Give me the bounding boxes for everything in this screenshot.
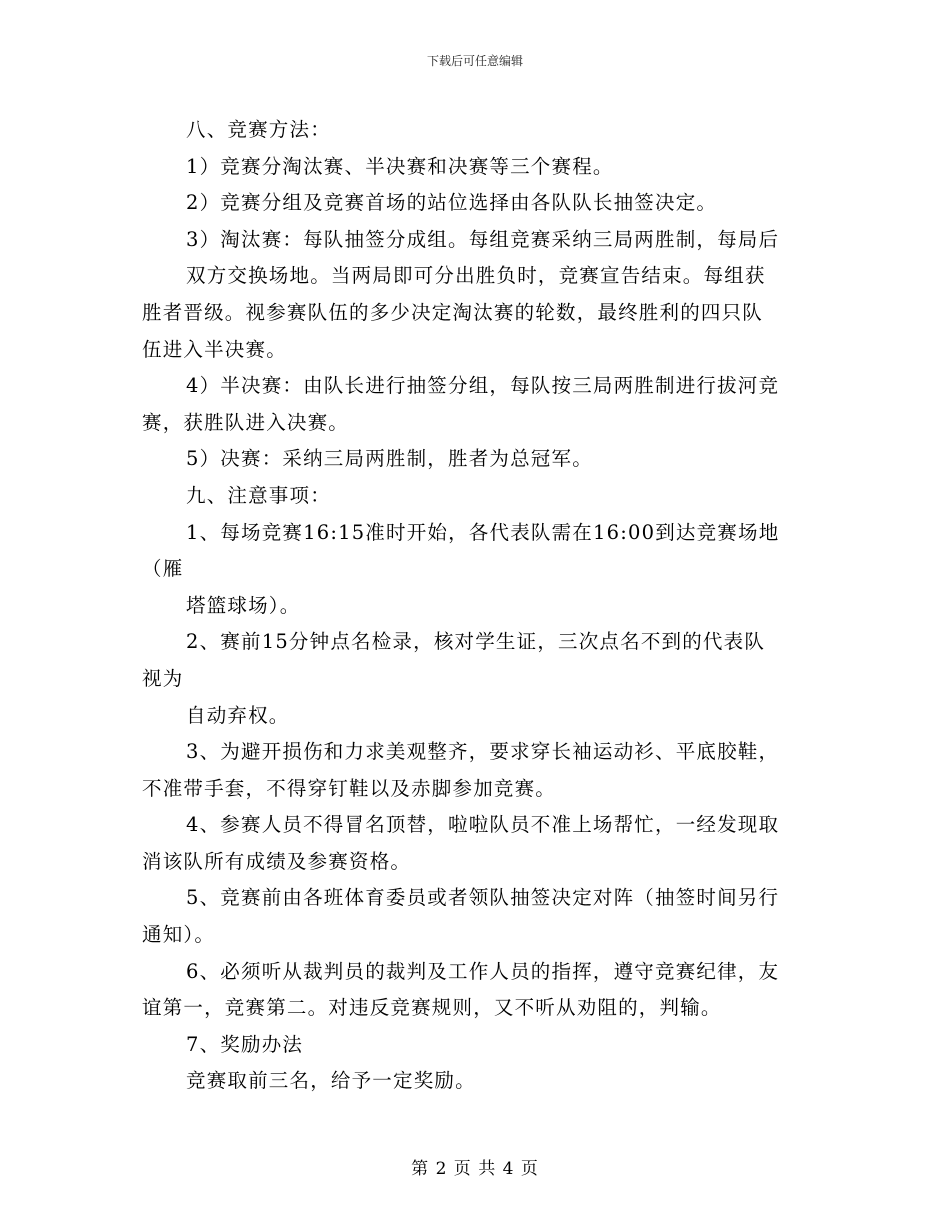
text-line: 视为: [142, 666, 184, 690]
text-line: 1）竞赛分淘汰赛、半决赛和决赛等三个赛程。: [186, 154, 614, 178]
text-line: 4、参赛人员不得冒名顶替，啦啦队员不准上场帮忙，一经发现取: [186, 813, 780, 837]
text-line: 自动弃权。: [186, 703, 290, 727]
text-line: 2、赛前15分钟点名检录，核对学生证，三次点名不到的代表队: [186, 630, 766, 654]
text-line: 胜者晋级。视参赛队伍的多少决定淘汰赛的轮数，最终胜利的四只队: [142, 300, 764, 324]
text-line: 2）竞赛分组及竞赛首场的站位选择由各队队长抽签决定。: [186, 191, 718, 215]
text-line: 八、竞赛方法：: [186, 118, 331, 141]
text-line: 5、竞赛前由各班体育委员或者领队抽签决定对阵（抽签时间另行: [186, 886, 780, 910]
text-line: 九、注意事项：: [186, 483, 331, 507]
text-line: 1、每场竞赛16:15准时开始，各代表队需在16:00到达竞赛场地: [186, 520, 780, 544]
text-line: 赛，获胜队进入决赛。: [142, 410, 350, 434]
text-line: 竞赛取前三名，给予一定奖励。: [186, 1069, 476, 1093]
text-line: 3、为避开损伤和力求美观整齐，要求穿长袖运动衫、平底胶鞋，: [186, 740, 780, 764]
document-body: [142, 112, 810, 1100]
text-line: 通知）。: [142, 923, 216, 947]
text-line: 4）半决赛：由队长进行抽签分组，每队按三局两胜制进行拔河竞: [186, 374, 780, 398]
page-number-footer: 第 2 页 共 4 页: [411, 1159, 539, 1179]
text-line: 7、奖励办法: [186, 1032, 304, 1056]
text-line: 消该队所有成绩及参赛资格。: [142, 849, 412, 873]
text-line: 不准带手套，不得穿钉鞋以及赤脚参加竞赛。: [142, 776, 557, 800]
text-line: 5）决赛：采纳三局两胜制，胜者为总冠军。: [186, 447, 593, 471]
text-line: 谊第一，竞赛第二。对违反竞赛规则，又不听从劝阻的，判输。: [142, 996, 722, 1020]
text-line: （雁: [142, 557, 184, 581]
text-line: 塔篮球场）。: [186, 593, 301, 617]
text-line: 6、必须听从裁判员的裁判及工作人员的指挥，遵守竞赛纪律，友: [186, 959, 780, 983]
page-header-note: 下载后可任意编辑: [426, 54, 523, 68]
text-line: 双方交换场地。当两局即可分出胜负时，竞赛宣告结束。每组获: [186, 264, 766, 288]
text-line: 伍进入半决赛。: [142, 337, 287, 361]
text-line: 3）淘汰赛：每队抽签分成组。每组竞赛采纳三局两胜制，每局后: [186, 227, 780, 251]
